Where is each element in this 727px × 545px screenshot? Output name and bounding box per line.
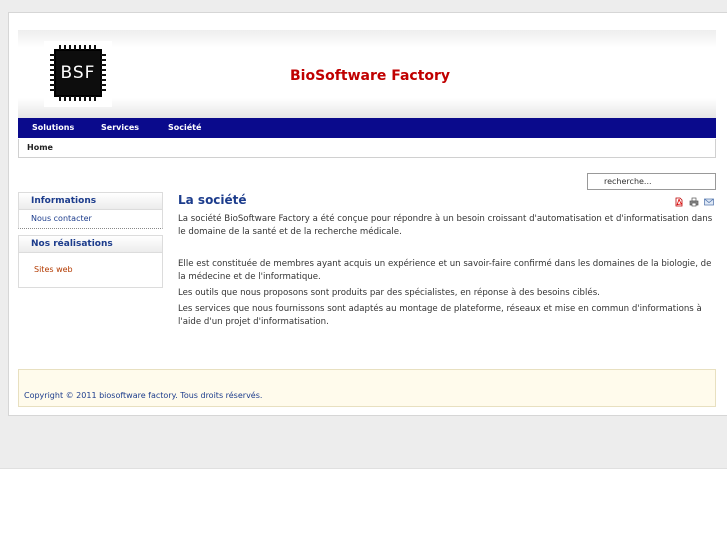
main-content	[178, 193, 718, 327]
nav-item-societe[interactable]: Société	[168, 123, 202, 132]
article-paragraph: Les services que nous fournissons sont adaptés au montage de plateforme, réseaux et mise en commun d'informations à l'aide d'un projet d'informatisation.	[178, 304, 702, 327]
sidebar-box-informations	[18, 192, 163, 229]
page-title: La société	[178, 193, 247, 207]
site-logo[interactable]	[44, 41, 112, 107]
article-paragraph: La société BioSoftware Factory a été conçue pour répondre à un besoin croissant d'automatisation et d'informatisation dans le domaine de la santé et de la recherche médicale.	[178, 214, 713, 237]
print-icon[interactable]	[689, 197, 699, 207]
breadcrumb-home[interactable]: Home	[27, 143, 53, 152]
site-title: BioSoftware Factory	[290, 68, 451, 84]
sidebar-link-contact[interactable]: Nous contacter	[31, 214, 92, 223]
nav-item-solutions[interactable]: Solutions	[32, 123, 75, 132]
site-header	[18, 30, 716, 118]
logo-text: BSF	[60, 63, 96, 83]
chip-pins-right	[101, 54, 106, 94]
chip-pins-left	[50, 54, 55, 94]
nav-item-services[interactable]: Services	[101, 123, 140, 132]
email-icon[interactable]	[704, 197, 714, 207]
pdf-icon[interactable]	[674, 197, 684, 207]
copyright-text: Copyright © 2011 biosoftware factory. Tous droits réservés.	[24, 391, 263, 400]
site-footer	[18, 369, 716, 407]
sidebar-box-title: Informations	[19, 193, 162, 210]
chip-icon	[54, 49, 102, 97]
article-paragraph: Elle est constituée de membres ayant acquis un expérience et un savoir-faire confirmé dans les domaines de la biologie, de la médecine et de l'informatique.	[178, 259, 712, 282]
chip-pins-bottom	[59, 96, 99, 101]
main-nav	[18, 118, 716, 138]
sidebar-box-realisations	[18, 235, 163, 288]
search-input[interactable]	[587, 173, 716, 190]
article-paragraph: Les outils que nous proposons sont produits par des spécialistes, en réponse à des besoins ciblés.	[178, 288, 600, 298]
breadcrumb	[18, 139, 716, 158]
chip-pins-top	[59, 45, 99, 50]
sidebar-box-title: Nos réalisations	[19, 236, 162, 253]
sidebar-link-sites-web[interactable]: Sites web	[34, 265, 73, 274]
